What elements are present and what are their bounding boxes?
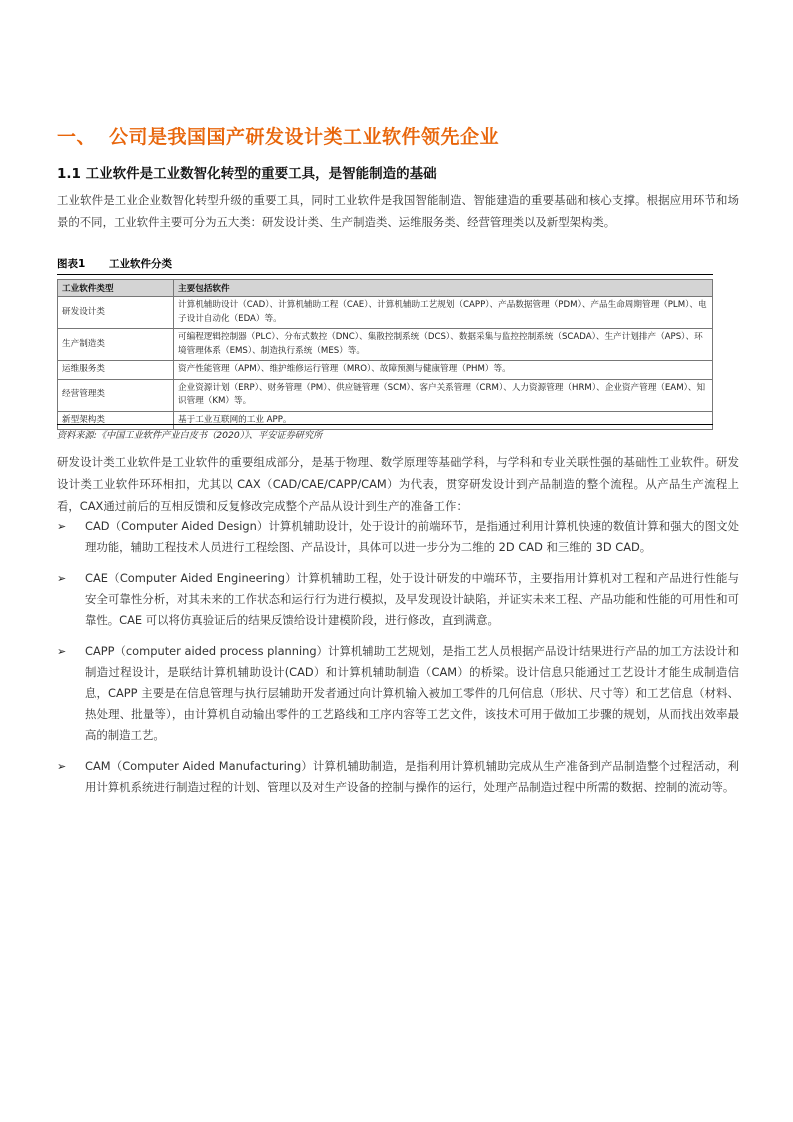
arrow-bullet-icon: ➢ [57,520,67,533]
table-header-row [58,280,713,297]
list-item-cae [57,568,739,631]
list-item-cam [57,756,739,798]
cax-paragraph: 研发设计类工业软件是工业软件的重要组成部分，是基于物理、数学原理等基础学科，与学科和专业关联性强的基础性工业软件。研发设计类工业软件环环相扣，尤其以 CAX（CAD/CAE/CAPP/CAM）为代表，贯穿研发设计到产品制造的整个流程。从产品生产流程上看，CAX通过前后的互相反馈和反复修改完成整个产品从设计到生产的准备工作： [57,455,739,513]
table-cell-software: 企业资源计划（ERP）、财务管理（PM）、供应链管理（SCM）、客户关系管理（CRM）、人力资源管理（HRM）、企业资产管理（EAM）、知识管理（KM）等。 [174,379,713,411]
list-item-text: CAM（Computer Aided Manufacturing）计算机辅助制造，是指利用计算机辅助完成从生产准备到产品制造整个过程活动，利用计算机系统进行制造过程的计划、管理以及对生产设备的控制与操作的运行，处理产品制造过程中所需的数据、控制的流动等。 [85,759,739,794]
section-number: 一、 [57,126,97,148]
subsection-heading: 1.1 工业软件是工业数智化转型的重要工具，是智能制造的基础 [57,166,437,182]
table-row [58,361,713,380]
table-cell-type: 新型架构类 [58,411,174,430]
figure-caption [57,256,713,275]
table-row [58,329,713,361]
cax-bullet-list [57,516,739,798]
arrow-bullet-icon: ➢ [57,572,67,585]
arrow-bullet-icon: ➢ [57,760,67,773]
table-cell-software: 基于工业互联网的工业 APP。 [174,411,713,430]
table-cell-software: 可编程逻辑控制器（PLC）、分布式数控（DNC）、集散控制系统（DCS）、数据采集与监控控制系统（SCADA）、生产计划排产（APS）、环境管理体系（EMS）、制造执行系统（MES）等。 [174,329,713,361]
list-item-cad [57,516,739,558]
table-cell-type: 经营管理类 [58,379,174,411]
section-heading [57,122,737,149]
list-item-text: CAPP（computer aided process planning）计算机辅助工艺规划，是指工艺人员根据产品设计结果进行产品的加工方法设计和制造过程设计，是联结计算机辅助设计(CAD）和计算机辅助制造（CAM）的桥梁。设计信息只能通过工艺设计才能生成制造信息，CAPP 主要是在信息管理与执行层辅助开发者通过向计算机输入被加工零件的几何信息（形状、尺寸等）和工艺信息（材料、热处理、批量等），由计算机自动输出零件的工艺路线和工序内容等工艺文件，该技术可用于做加工步骤的规划，从而找出效率最高的制造工艺。 [85,644,739,742]
software-category-table [57,279,713,430]
table-cell-type: 生产制造类 [58,329,174,361]
list-item-text: CAD（Computer Aided Design）计算机辅助设计，处于设计的前端环节，是指通过利用计算机快速的数值计算和强大的图文处理功能，辅助工程技术人员进行工程绘图、产品设计，具体可以进一步分为二维的 2D CAD 和三维的 3D CAD。 [85,519,739,554]
figure-source: 资料来源:《中国工业软件产业白皮书（2020）》、平安证券研究所 [57,424,713,441]
intro-paragraph: 工业软件是工业企业数智化转型升级的重要工具，同时工业软件是我国智能制造、智能建造的重要基础和核心支撑。根据应用环节和场景的不同，工业软件主要可分为五大类：研发设计类、生产制造类、运维服务类、经营管理类以及新型架构类。 [57,193,739,229]
section-title: 公司是我国国产研发设计类工业软件领先企业 [109,126,500,148]
figure-title: 工业软件分类 [109,258,172,270]
table-cell-type: 研发设计类 [58,297,174,329]
list-item-capp [57,641,739,746]
column-header-software: 主要包括软件 [174,280,713,297]
list-item-text: CAE（Computer Aided Engineering）计算机辅助工程，处于设计研发的中端环节，主要指用计算机对工程和产品进行性能与安全可靠性分析，对其未来的工作状态和运行行为进行模拟，及早发现设计缺陷，并证实未来工程、产品功能和性能的可用性和可靠性。CAE 可以将仿真验证后的结果反馈给设计建模阶段，进行修改，直到满意。 [85,571,739,627]
arrow-bullet-icon: ➢ [57,645,67,658]
table-row [58,297,713,329]
table-row [58,379,713,411]
column-header-type: 工业软件类型 [58,280,174,297]
table-cell-software: 资产性能管理（APM）、维护维修运行管理（MRO）、故障预测与健康管理（PHM）等。 [174,361,713,380]
figure-label: 图表1 [57,258,86,270]
table-cell-software: 计算机辅助设计（CAD）、计算机辅助工程（CAE）、计算机辅助工艺规划（CAPP）、产品数据管理（PDM）、产品生命周期管理（PLM）、电子设计自动化（EDA）等。 [174,297,713,329]
table-cell-type: 运维服务类 [58,361,174,380]
